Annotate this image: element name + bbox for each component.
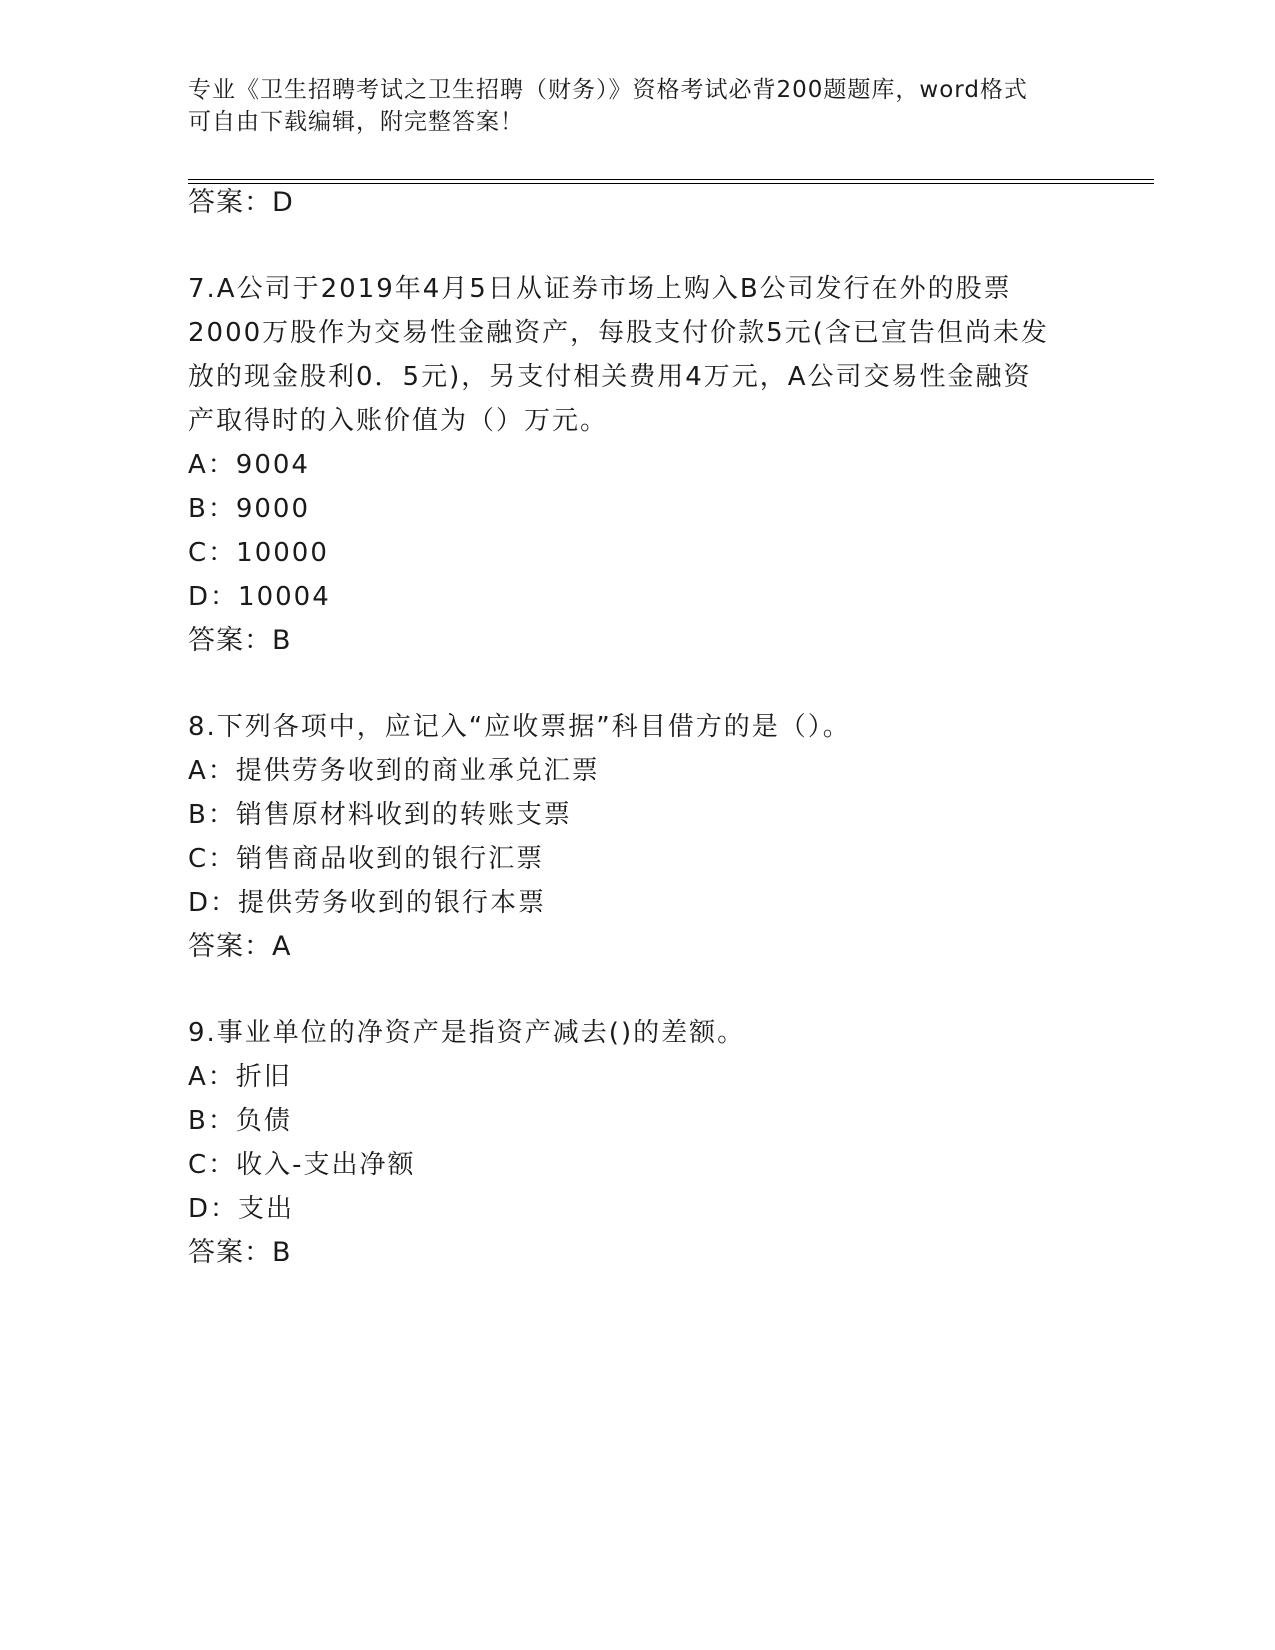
- header-divider-bottom: [188, 183, 1154, 184]
- q8-option-a: A：提供劳务收到的商业承兑汇票: [188, 756, 600, 786]
- q8-answer: 答案：A: [188, 931, 292, 962]
- q7-stem-line-1: 7.A公司于2019年4月5日从证券市场上购入B公司发行在外的股票: [188, 274, 1012, 304]
- q9-stem-line-1: 9.事业单位的净资产是指资产减去()的差额。: [188, 1018, 746, 1048]
- q8-option-c: C：销售商品收到的银行汇票: [188, 844, 545, 874]
- q8-stem-line-1: 8.下列各项中，应记入“应收票据”科目借方的是（）。: [188, 712, 851, 742]
- document-header: [188, 74, 1088, 138]
- q7-option-a: A：9004: [188, 450, 310, 480]
- header-line-2: 可自由下载编辑，附完整答案！: [188, 109, 524, 135]
- previous-answer: 答案：D: [188, 187, 294, 218]
- q7-stem-line-2: 2000万股作为交易性金融资产，每股支付价款5元(含已宣告但尚未发: [188, 318, 1049, 348]
- q7-option-c: C：10000: [188, 538, 329, 568]
- q8-option-d: D：提供劳务收到的银行本票: [188, 888, 547, 918]
- q9-option-a: A：折旧: [188, 1062, 292, 1092]
- q7-option-b: B：9000: [188, 494, 311, 524]
- q7-answer: 答案：B: [188, 625, 292, 656]
- q9-option-d: D：支出: [188, 1194, 295, 1224]
- q7-stem-line-4: 产取得时的入账价值为（）万元。: [188, 406, 609, 436]
- q7-option-d: D：10004: [188, 582, 331, 612]
- q9-option-c: C：收入-支出净额: [188, 1150, 416, 1180]
- header-divider-top: [188, 179, 1154, 180]
- q8-option-b: B：销售原材料收到的转账支票: [188, 800, 572, 830]
- q9-option-b: B：负债: [188, 1106, 292, 1136]
- header-line-1: 专业《卫生招聘考试之卫生招聘（财务）》资格考试必背200题题库，word格式: [188, 77, 1028, 103]
- q9-answer: 答案：B: [188, 1237, 292, 1268]
- q7-stem-line-3: 放的现金股利0．5元)，另支付相关费用4万元，A公司交易性金融资: [188, 362, 1032, 392]
